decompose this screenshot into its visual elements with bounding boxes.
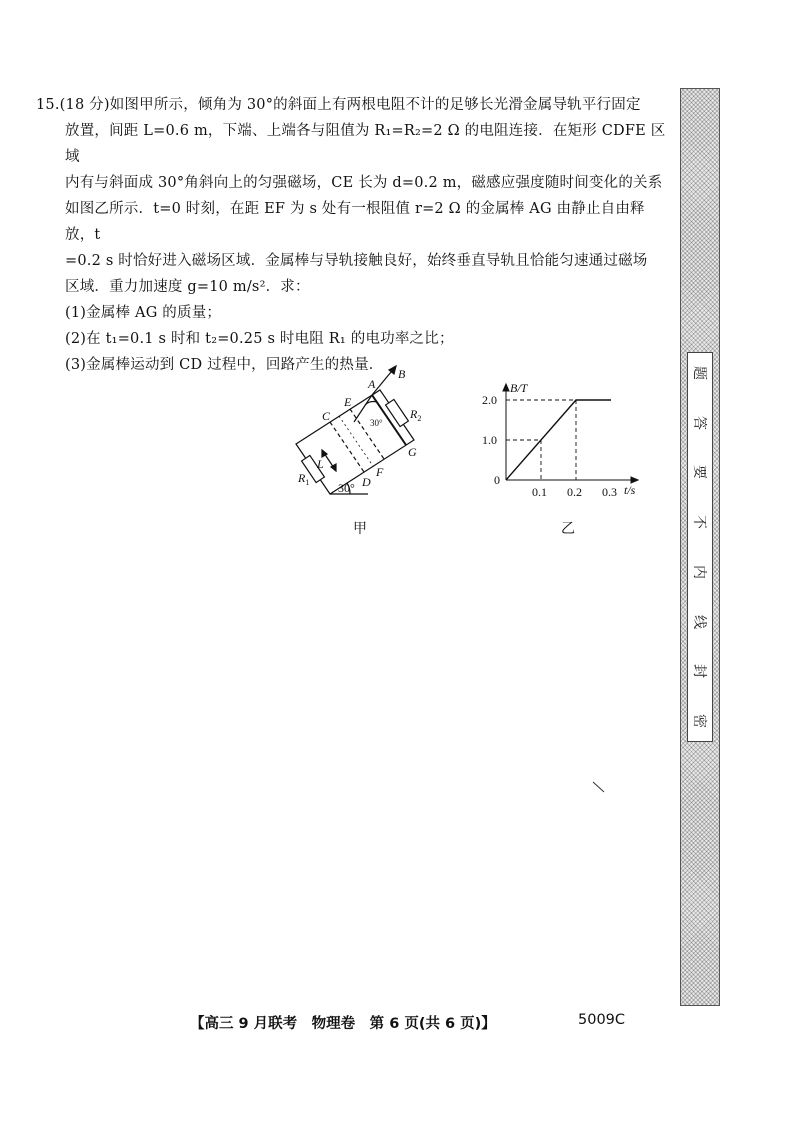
label-c: C [322, 409, 331, 423]
origin-label: 0 [494, 473, 500, 487]
y-tick-label: 2.0 [482, 393, 497, 407]
seal-char: 线 [691, 614, 707, 629]
problem-line: 区域．重力加速度 g=10 m/s²．求： [65, 279, 310, 295]
problem-line: 放置，间距 L=0.6 m，下端、上端各与阻值为 R₁=R₂=2 Ω 的电阻连接．在矩形 CDFE 区域 [65, 123, 666, 165]
seal-char: 答 [691, 415, 707, 430]
label-e: E [344, 395, 352, 409]
label-angle-field: 30° [370, 418, 383, 428]
problem-line: 内有与斜面成 30°角斜向上的匀强磁场，CE 长为 d=0.2 m，磁感应强度随时间变化的关系 [65, 175, 663, 191]
problem-line: 如图乙所示．t=0 时刻，在距 EF 为 s 处有一根阻值 r=2 Ω 的金属棒 AG 由静止自由释放，t [65, 201, 645, 243]
label-g: G [408, 445, 417, 459]
seal-char: 要 [691, 465, 707, 480]
x-tick-label: 0.2 [567, 485, 582, 499]
label-d: D [362, 475, 371, 489]
seal-char: 不 [691, 515, 707, 530]
caption-yi: 乙 [561, 521, 575, 537]
label-f: F [376, 465, 384, 479]
seal-char: 内 [691, 564, 707, 579]
figure-yi-chart [478, 376, 648, 506]
question-1: (1)金属棒 AG 的质量； [65, 305, 222, 321]
figure-jia [284, 360, 444, 500]
axis-label-y: B/T [510, 381, 528, 395]
problem-line: =0.2 s 时恰好进入磁场区域．金属棒与导轨接触良好，始终垂直导轨且恰能匀速通过磁场 [65, 253, 648, 269]
seal-char: 题 [691, 366, 707, 380]
exam-code: 5009C [578, 1012, 626, 1028]
label-r2: $R_2$ [410, 407, 422, 423]
seal-char: 密 [691, 713, 707, 728]
pen-mark [592, 780, 606, 794]
label-a: A [368, 377, 376, 391]
seal-char: 封 [691, 664, 707, 679]
boundary-ef [350, 409, 384, 459]
problem-15 [36, 92, 666, 378]
page-footer: 【高三 9 月联考 物理卷 第 6 页(共 6 页)】 [190, 1016, 496, 1032]
x-tick-label: 0.3 [602, 485, 617, 499]
question-2: (2)在 t₁=0.1 s 时和 t₂=0.25 s 时电阻 R₁ 的电功率之比； [65, 331, 454, 347]
label-r1: $R_1$ [298, 471, 310, 487]
caption-jia: 甲 [353, 521, 367, 537]
x-tick-label: 0.1 [532, 485, 547, 499]
seal-box [687, 352, 713, 742]
label-b: B [398, 367, 406, 381]
resistor-r2 [386, 399, 409, 426]
problem-line: 15.(18 分)如图甲所示，倾角为 30°的斜面上有两根电阻不计的足够长光滑金属导轨平行固定 [36, 97, 641, 113]
question-3: (3)金属棒运动到 CD 过程中，回路产生的热量． [65, 357, 384, 373]
label-angle-base: 30° [338, 481, 355, 495]
y-tick-label: 1.0 [482, 433, 497, 447]
axis-label-x: t/s [624, 483, 636, 497]
label-l: L [317, 457, 324, 471]
